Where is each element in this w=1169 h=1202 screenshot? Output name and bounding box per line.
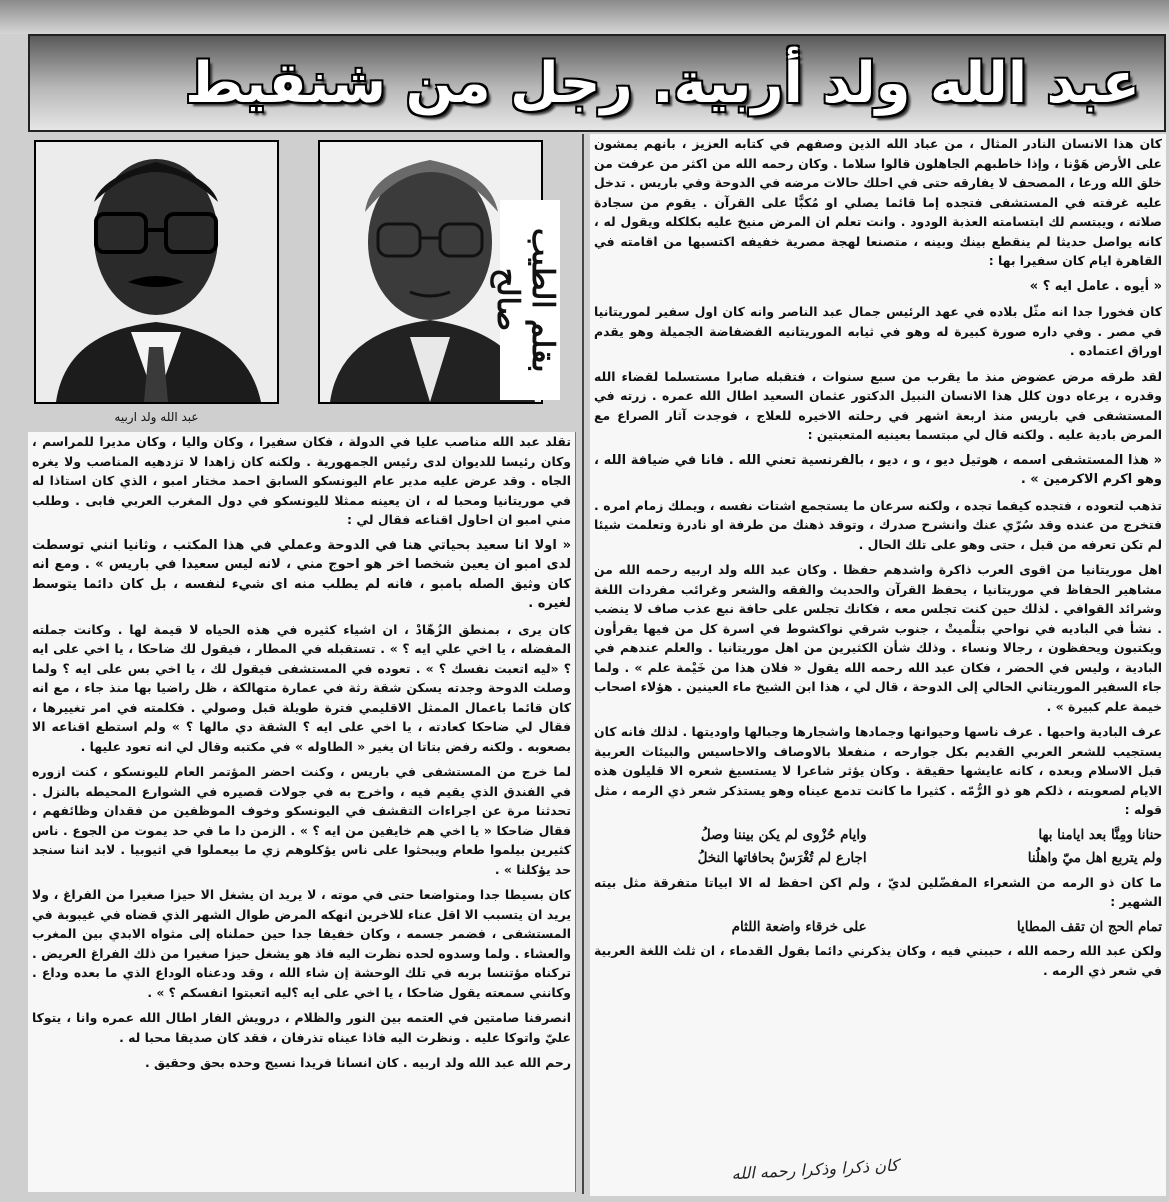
quote: « اولا انا سعيد بحياتي هنا في الدوحة وعملي في هذا المكتب ، وثانيا انني توسطت لدى امبو ان يعين شخصا اخر هو احوج مني ، لانه ليس سعيدا في باريس » . ومع انه كان وثيق الصله بامبو ، فانه لم يطلب منه اى شيء لنفسه ، بل كان دائما يتوسط لغيره . <box>32 537 571 611</box>
paragraph: تذهب لتعوده ، فتجده كيفما تجده ، ولكنه سرعان ما يستجمع اشتات نفسه ، ويملك زمام امره . فتخرج من عنده وقد سُرّي عنك وانشرح صدرك ، وتوقد ذهنك من طرفة او نادرة وتعلمت شيئا لم تكن تعرفه من قبل ، حتى وهو على تلك الحال . <box>594 497 1162 552</box>
paragraph: ولكن عبد الله رحمه الله ، حببني فيه ، وكان يذكرني دائما بقول القدماء ، ان ثلث اللغة العربية في شعر ذي الرمه . <box>594 943 1162 978</box>
paragraph: كان فخورا جدا انه مثّل بلاده في عهد الرئيس جمال عبد الناصر وانه كان اول سفير لموريتانيا في مصر . وفي داره صورة كبيرة له وهو في ثيابه الموريتانيه الفضفاضة الجميلة وهو يقدم اوراق اعتماده . <box>594 304 1162 358</box>
paragraph: تقلد عبد الله مناصب عليا في الدولة ، فكان سفيرا ، وكان واليا ، وكان مديرا للمراسم ، وكان رئيسا للديوان لدى رئيس الجمهورية . ولكنه كان زاهدا لا تزدهيه المناصب ولا يغره الجاه . وقد عرض عليه مدير عام اليونسكو السابق احمد مختار امبو ، الذي كان استاذا له في موريتانيا ومحبا له ، ان يعينه ممثلا لليونسكو في دول المغرب العربي فابى . وطلب مني امبو ان احاول اقناعه فقال لي : <box>32 434 571 527</box>
paragraph: عرف البادية واحبها . عرف ناسها وحيوانها وجمادها واشجارها وجبالها واوديتها . لذلك فانه كان يستجيب للشعر العربي القديم بكل جوارحه ، منفعلا بالاوصاف والاحاسيس والبيئات العربية قبل الاسلام وبعده ، كانه عايشها حقيقة . وكان يؤثر شاعرا لا يستسيغ شعره الا قليلون هذه الايام لصعوبته ، ذلكم هو ذو الرُّمّه . كثيرا ما كانت تدمع عيناه وهو يستذكر شعر ذي الرمه ، مثل قوله : <box>594 724 1162 817</box>
paragraph: كان هذا الانسان النادر المثال ، من عباد الله الذين وصفهم في كتابه العزيز ، بانهم يمشون على الأرض هَوْنا ، وإذا خاطبهم الجاهلون قالوا سلاما . وكان رحمه الله من اكثر من عرفت من خلق الله ورعا ، المصحف لا يفارقه حتى في احلك حالات مرضه في الدوحة وفي باريس . تدخل عليه غرفته في المستشفى فتجده إما قائما يصلي او مُكبًّا على القرآن . يقوم من سجادة صلاته ، ويبتسم لك ابتسامته العذبة الودود . وانت تعلم ان المرض منيخ عليه بكلكله ويقول له ، كانه يواصل حديثا لم ينقطع بينك وبينه ، متصنعا لهجة مصرية خفيفه اكتسبها من اقامته في القاهرة ايام كان سفيرا بها : <box>594 136 1162 268</box>
author-byline: بقلم الطيب صالح <box>500 200 560 400</box>
headline-banner <box>28 34 1166 132</box>
paragraph: ما كان ذو الرمه من الشعراء المفضّلين لديّ ، ولم اكن احفظ له الا ابياتا متفرقة مثل بيته الشهير : <box>594 874 1162 909</box>
portrait-illustration <box>36 142 277 402</box>
paragraph: اهل موريتانيا من اقوى العرب ذاكرة واشدهم حفظا . وكان عبد الله ولد اربيه رحمه الله من مشاهير الحفاظ في موريتانيا ، يحفظ القرآن والحديث والفقه والشعر وغرائب مفردات اللغة وشرائد القوافي . لذلك حين كنت تجلس معه ، فكانك تجلس على حافة نبع عذب صاف لا ينضب . نشأ في الباديه في نواحي بتلْميتْ ، جنوب شرقي نواكشوط في اسرة كل من فيها يقرأون ويكتبون ويحفظون ، رجالا ونساء . وذلك شأن الكثيرين من اهل موريتانيا . والعلم عندهم في البادية ، وليس في الحضر ، فكان عبد الله رحمه الله يقول « فلان هذا من خَيْمة علم » . ولما جاء السفير الموريتاني الحالي إلى الدوحة ، قال لي ، هذا ابن الشيخ ماء العينين . هؤلاء اصحاب خيمة علم كبيرة » . <box>594 562 1162 714</box>
paragraph: كان يرى ، بمنطق الزُهّادْ ، ان اشياء كثيره في هذه الحياه لا قيمة لها . وكانت جملته المفضله ، يا اخي علي ايه ؟ » . تستقبله في المطار ، فيقول لك ضاحكا ، يا اخي على ايه ؟ «ليه اتعبت نفسك ؟ » . تعوده في المستشفى فيقول لك ، يا اخي بس على ايه ؟ ولما وصلت الدوحة وجدته يسكن شقة رثة في عمارة متهالكة ، ظل راضيا بها منذ جاء ، مع انه كان قائما باعمال الممثل الاقليمي فترة طويلة قبل وصولي . فكلمته في امر تغييرها ، فقال لي ضاحكا كعادته ، يا اخي على ايه ؟ الشقة دي مالها ؟ » ولم استطع اقناعه الا بصعوبه . ولكنه رفض بتاتا ان يغير « الطاوله » في مكتبه وقال لي انه تعود عليها . <box>32 621 571 754</box>
poem-verse <box>594 849 1162 869</box>
portrait-photo-subject <box>34 140 279 404</box>
paragraph: لقد طرقه مرض عضوض منذ ما يقرب من سبع سنوات ، فتقبله صابرا مستسلما لقضاء الله وقدره ، يرعاه دون كلل هذا الانسان النبيل الدكتور عثمان السعيد اطال الله عمره . زرته في المستشفى في باريس منذ اربعة اشهر في رحلته الاخيره للعلاج ، فوجدت آثار الصراع مع المرض بادية عليه . ولكنه قال لي مبتسما بعينيه المتعبتين : <box>594 368 1162 442</box>
quote: « هذا المستشفى اسمه ، هوتيل ديو ، و ، ديو ، بالفرنسية تعني الله . فانا في ضيافة الله ، وهو اكرم الاكرمين » . <box>594 452 1162 487</box>
verse-hemistich: تمام الحج ان تقف المطايا <box>1016 918 1162 935</box>
paragraph: رحم الله عبد الله ولد اربيه . كان انسانا فريدا نسيج وحده بحق وحقيق . <box>145 1055 571 1070</box>
paragraph: لما خرج من المستشفى في باريس ، وكنت احضر المؤتمر العام لليونسكو ، كنت ازوره في الفندق الذي يقيم فيه ، واخرج به في جولات قصيره في الشوارع المحيطه بالنزل . تحدثنا مرة عن اجراءات التقشف في اليونسكو وخوف الموظفين من فقدان وظائفهم ، فقال ضاحكا « يا اخي هم خايفين من ايه ؟ » . الزمن دا ما في حد يموت من الجوع . ناس كثيرين بيلموا طعام ويبحثوا على ناس يؤكلوهم زي ما بيعملوا في اثيوبيا . لابد اننا سنجد حد يؤكلنا » . <box>32 764 571 877</box>
verse-hemistich: حنانا ومِنَّا بعد ايامنا بها <box>1038 826 1162 843</box>
scan-edge <box>0 0 1169 34</box>
photo-caption: عبد الله ولد اربيه <box>114 410 199 424</box>
poem-verse <box>594 826 1162 846</box>
paragraph: كان بسيطا جدا ومتواضعا حتى في موته ، لا يريد ان يشغل الا حيزا صغيرا من الفراغ ، ولا يريد ان يتسبب الا اقل عناء للاخرين انهكه المرض طوال الشهر الذي قضاه في غيبوبة في المستشفى ، فضمر جسمه ، وكان خفيفا جدا حين حملناه إلى مثواه الابدي بين المغرب والعشاء . ولما وسدوه لحده نظرت اليه فاذ هو يشغل حيزا صغيرا من ذلك الفراغ العريض . تركناه مؤتنسا بربه في تلك الوحشة إن شاء الله ، وقد ودعناه الوداع الذي ما بعده وداع . وكانني سمعته يقول ضاحكا ، يا اخي على ايه ؟ليه اتعبتوا انفسكم ؟ » . <box>32 887 571 1000</box>
verse-hemistich: وايام حُزْوى لم يكن بيننا وصلُ <box>700 826 867 843</box>
verse-hemistich: على خرقاء واضعة اللثام <box>731 918 867 935</box>
quote: « أيوه . عامل ايه ؟ » <box>1029 278 1162 294</box>
handwritten-signature: كان ذكرا وذكرا رحمه الله <box>731 1155 899 1184</box>
article-column-left <box>28 432 576 1192</box>
poem-verse <box>594 918 1162 938</box>
verse-hemistich: اجارع لم تُغْرَسْ بحافاتها النخلُ <box>697 850 867 866</box>
article-column-right <box>590 134 1166 1196</box>
paragraph: انصرفنا صامتين في العتمه بين النور والظلام ، درويش الفار اطال الله عمره وانا ، يتوكا عليّ واتوكا عليه . ونظرت اليه فاذا عيناه تذرفان ، فقد كان صديقا محبا له . <box>32 1010 571 1045</box>
verse-hemistich: ولم يتربع اهل ميّ واهلُنا <box>1027 850 1162 866</box>
headline: عبد الله ولد أربية. رجل من شنقيط <box>185 51 1140 116</box>
column-divider <box>582 134 584 1194</box>
